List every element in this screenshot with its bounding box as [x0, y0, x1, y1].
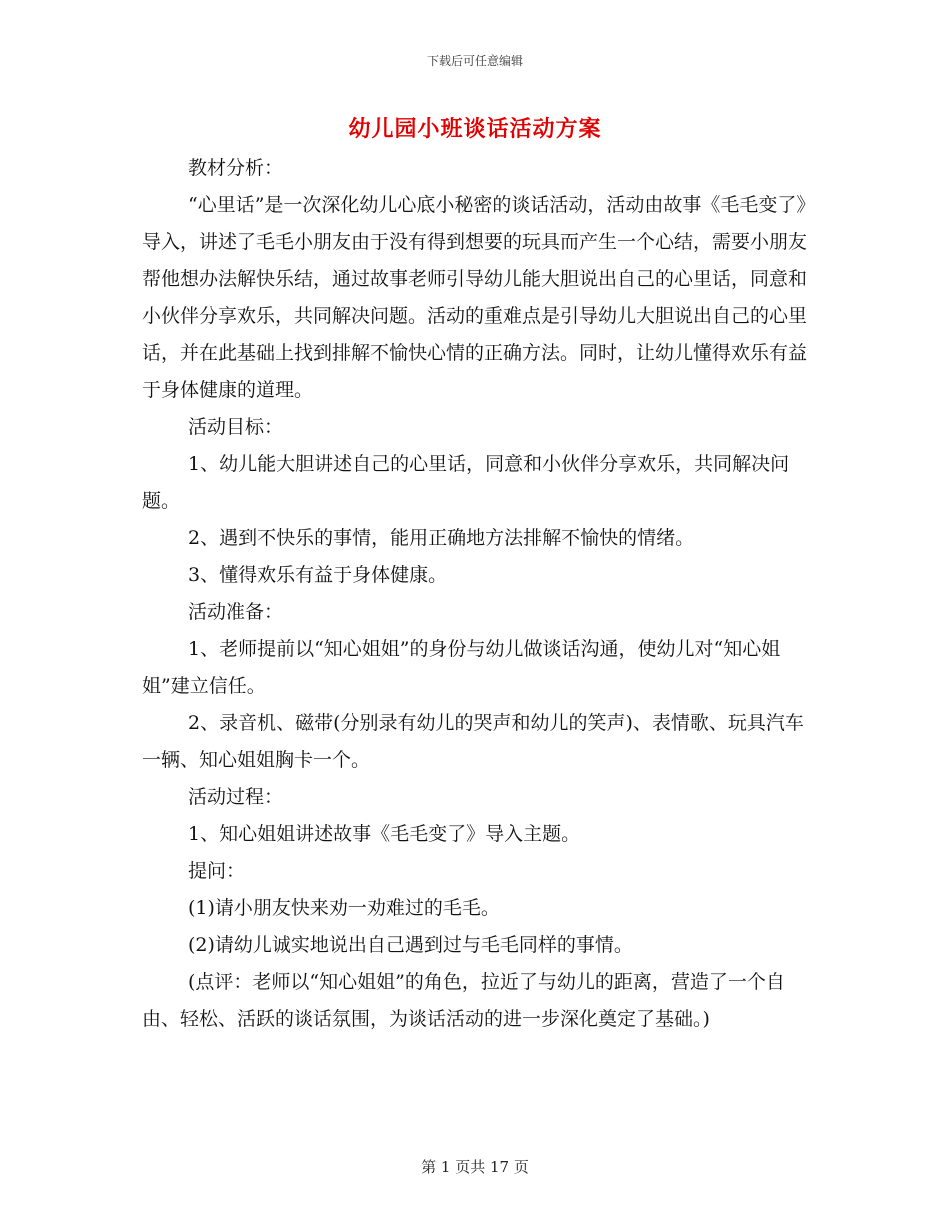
goal-item-2: 2、遇到不快乐的事情，能用正确地方法排解不愉快的情绪。 — [188, 527, 695, 549]
document-title: 幼儿园小班谈话活动方案 — [348, 116, 602, 142]
question-item-2: (2)请幼儿诚实地说出自己遇到过与毛毛同样的事情。 — [188, 934, 633, 956]
page-header-note: 下载后可任意编辑 — [426, 54, 523, 68]
page-footer-number: 第 1 页共 17 页 — [421, 1158, 529, 1176]
heading-activity-preparation: 活动准备： — [188, 601, 284, 623]
heading-material-analysis: 教材分析： — [188, 157, 284, 179]
heading-questions: 提问： — [188, 860, 246, 882]
goal-item-1: 1、幼儿能大胆讲述自己的心里话，同意和小伙伴分享欢乐，共同解决问题。 — [142, 453, 790, 512]
paragraph-analysis-text: “心里话”是一次深化幼儿心底小秘密的谈话活动，活动由故事《毛毛变了》导入，讲述了毛毛小朋友由于没有得到想要的玩具而产生一个心结，需要小朋友帮他想办法解快乐结，通过故事老师引导幼儿能大胆说出自己的心里话，同意和小伙伴分享欢乐，共同解决问题。活动的重难点是引导幼儿大胆说出自己的心里话，并在此基础上找到排解不愉快心情的正确方法。同时，让幼儿懂得欢乐有益于身体健康的道理。 — [142, 194, 808, 401]
heading-activity-process: 活动过程： — [188, 786, 284, 808]
process-step-1: 1、知心姐姐讲述故事《毛毛变了》导入主题。 — [188, 823, 581, 845]
heading-activity-goals: 活动目标： — [188, 416, 284, 438]
document-body — [142, 150, 810, 1038]
comment-paragraph: (点评：老师以“知心姐姐”的角色，拉近了与幼儿的距离，营造了一个自由、轻松、活跃的谈话氛围，为谈话活动的进一步深化奠定了基础。) — [142, 971, 785, 1030]
preparation-item-1: 1、老师提前以“知心姐姐”的身份与幼儿做谈话沟通，使幼儿对“知心姐姐”建立信任。 — [142, 638, 781, 697]
preparation-item-2: 2、录音机、磁带(分别录有幼儿的哭声和幼儿的笑声)、表情歌、玩具汽车一辆、知心姐姐胸卡一个。 — [142, 712, 804, 771]
question-item-1: (1)请小朋友快来劝一劝难过的毛毛。 — [188, 897, 500, 919]
goal-item-3: 3、懂得欢乐有益于身体健康。 — [188, 564, 448, 586]
